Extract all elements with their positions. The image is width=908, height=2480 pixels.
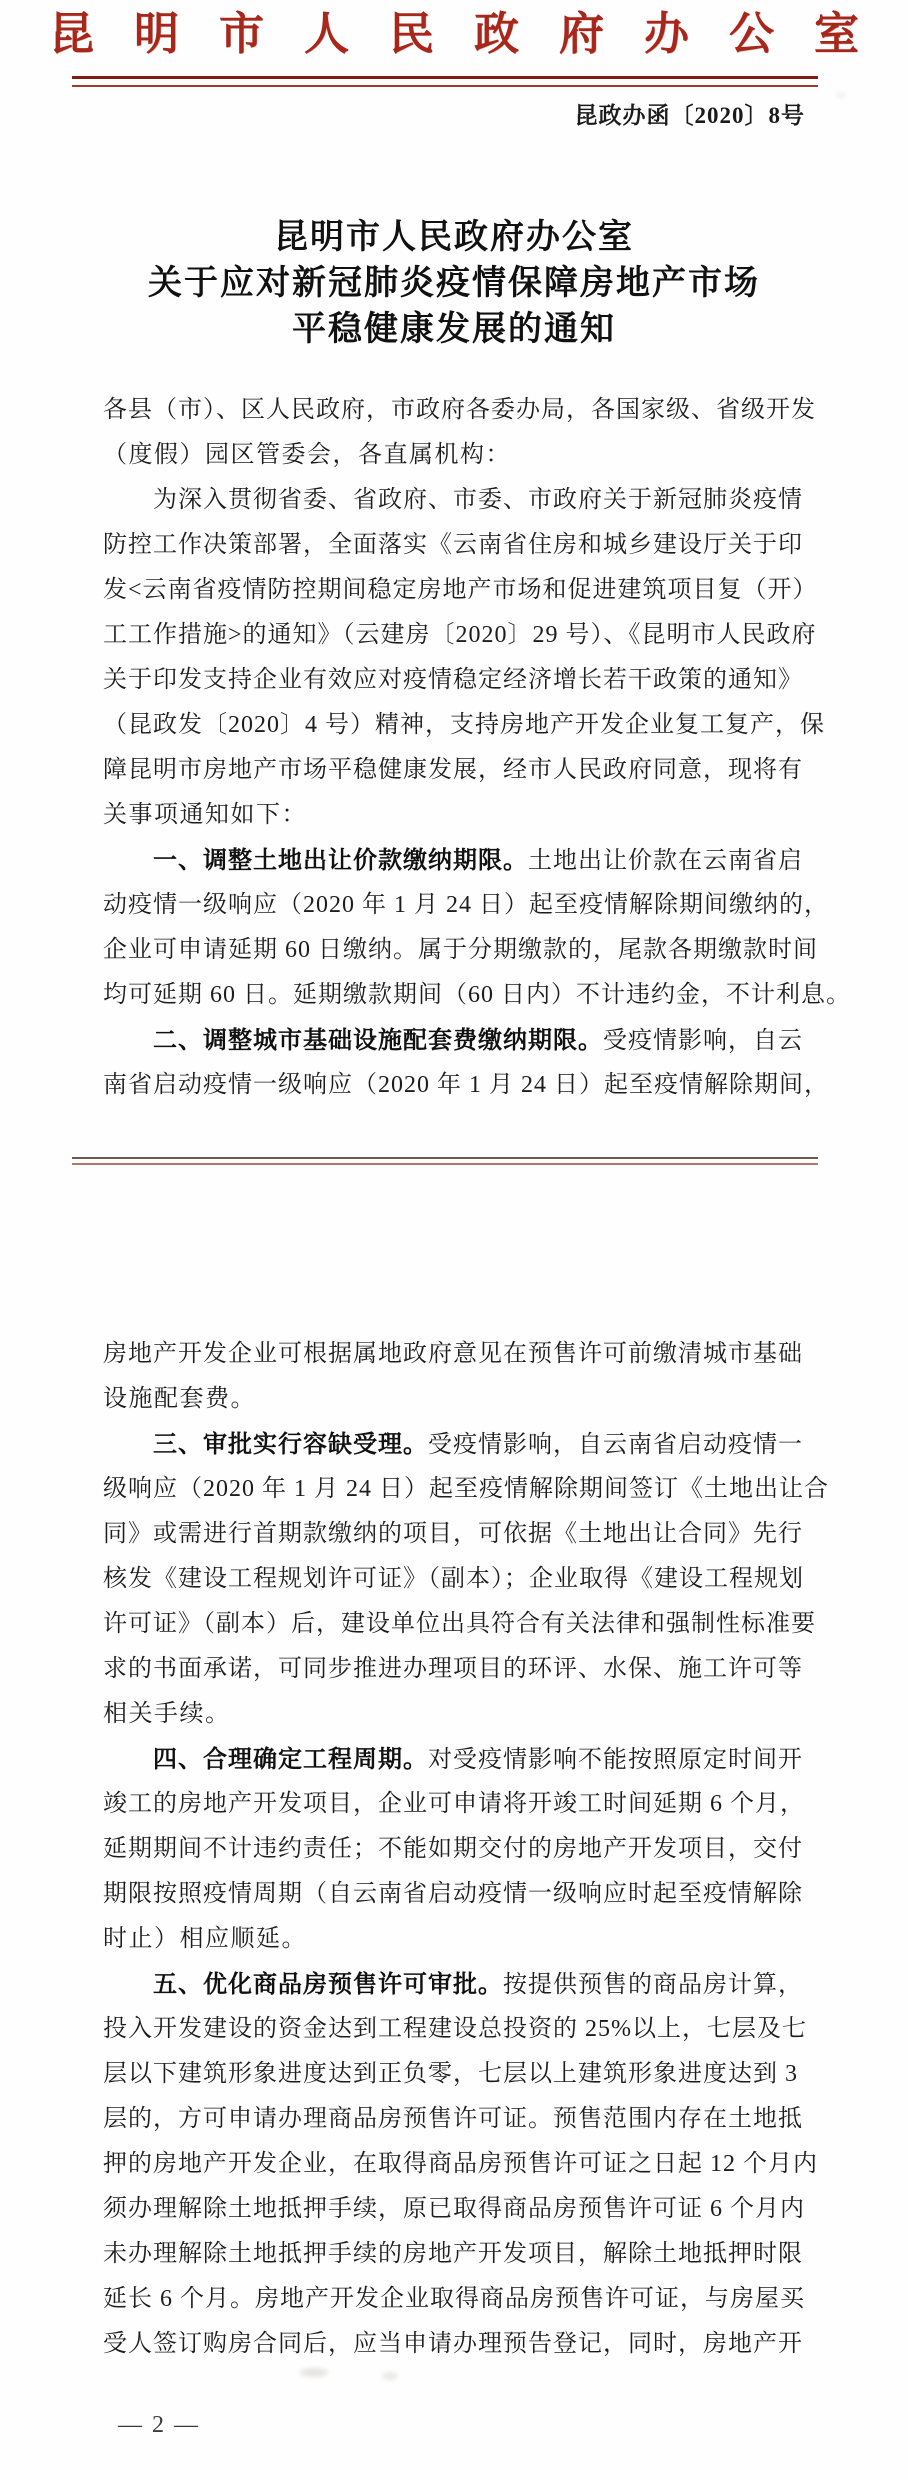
page-break-double-rule — [72, 1157, 818, 1165]
text-line — [103, 1827, 803, 1872]
text-line — [103, 1467, 829, 1512]
document-number: 昆政办函〔2020〕8号 — [574, 103, 805, 128]
text-line — [103, 1917, 791, 1962]
text-line — [103, 1557, 804, 1602]
line-text: 延长 6 个月。房地产开发企业取得商品房预售许可证，与房屋买 — [103, 2286, 805, 2312]
text-line — [103, 2007, 807, 2052]
title-line-3: 平稳健康发展的通知 — [292, 311, 616, 348]
document-title — [0, 215, 908, 353]
text-line — [103, 1962, 803, 2007]
text-line — [103, 2322, 803, 2367]
section-heading: 一、调整土地出让价款缴纳期限。 — [153, 847, 528, 874]
body-page-2 — [103, 1332, 829, 2367]
line-text: 设施配套费。 — [103, 1386, 256, 1412]
line-text: 受疫情影响，自云南省启动疫情一 — [428, 1432, 803, 1458]
line-text: 为深入贯彻省委、省政府、市委、市政府关于新冠肺炎疫情 — [153, 487, 803, 513]
line-text: （昆政发〔2020〕4 号）精神，支持房地产开发企业复工复产，保 — [103, 712, 825, 738]
text-line — [103, 523, 803, 568]
line-text: 核发《建设工程规划许可证》（副本）；企业取得《建设工程规划 — [103, 1566, 804, 1592]
line-text: 各县（市）、区人民政府，市政府各委办局，各国家级、省级开发 — [103, 397, 816, 423]
text-line — [103, 928, 818, 973]
section-heading: 二、调整城市基础设施配套费缴纳期限。 — [153, 1027, 603, 1054]
text-line — [103, 568, 818, 613]
scan-smudge — [382, 2372, 398, 2380]
line-text: 企业可申请延期 60 日缴纳。属于分期缴款的，尾款各期缴款时间 — [103, 937, 818, 963]
text-line — [103, 1422, 803, 1467]
section-heading: 五、优化商品房预售许可审批。 — [153, 1971, 503, 1998]
text-line — [103, 1692, 791, 1737]
text-line — [103, 748, 803, 793]
line-text: 关事项通知如下： — [103, 802, 307, 828]
line-text: 防控工作决策部署，全面落实《云南省住房和城乡建设厅关于印 — [103, 532, 803, 558]
text-line — [103, 2187, 805, 2232]
text-line — [103, 883, 829, 928]
text-line — [103, 1018, 803, 1063]
line-text: 押的房地产开发企业，在取得商品房预售许可证之日起 12 个月内 — [103, 2151, 818, 2177]
line-text: 须办理解除土地抵押手续，原已取得商品房预售许可证 6 个月内 — [103, 2196, 805, 2222]
line-text: 工工作措施>的通知》（云建房〔2020〕29 号）、《昆明市人民政府 — [103, 622, 817, 648]
text-line — [103, 2232, 803, 2277]
text-line — [103, 1737, 803, 1782]
text-line — [103, 1063, 829, 1108]
line-text: 相关手续。 — [103, 1701, 231, 1727]
line-text: 求的书面承诺，可同步推进办理项目的环评、水保、施工许可等 — [103, 1656, 803, 1682]
line-text: 受疫情影响，自云 — [603, 1028, 803, 1054]
text-line — [103, 2097, 803, 2142]
text-line — [103, 703, 825, 748]
page-number: — 2 — — [118, 2412, 200, 2438]
text-line — [103, 2142, 818, 2187]
text-line — [103, 1512, 803, 1557]
line-text: 对受疫情影响不能按照原定时间开 — [428, 1747, 803, 1773]
line-text: 房地产开发企业可根据属地政府意见在预售许可前缴清城市基础 — [103, 1341, 803, 1367]
line-text: （度假）园区管委会，各直属机构： — [103, 442, 511, 468]
line-text: 同》或需进行首期款缴纳的项目，可依据《土地出让合同》先行 — [103, 1521, 803, 1547]
line-text: 层的，方可申请办理商品房预售许可证。预售范围内存在土地抵 — [103, 2106, 803, 2132]
text-line — [103, 433, 791, 478]
scan-smudge — [836, 92, 846, 98]
text-line — [103, 973, 851, 1018]
line-text: 延期期间不计违约责任；不能如期交付的房地产开发项目，交付 — [103, 1836, 803, 1862]
text-line — [103, 1782, 805, 1827]
line-text: 级响应（2020 年 1 月 24 日）起至疫情解除期间签订《土地出让合 — [103, 1476, 829, 1502]
line-text: 投入开发建设的资金达到工程建设总投资的 25%以上，七层及七 — [103, 2016, 807, 2042]
text-line — [103, 2052, 798, 2097]
line-text: 关于印发支持企业有效应对疫情稳定经济增长若干政策的通知》 — [103, 667, 803, 693]
title-line-1: 昆明市人民政府办公室 — [274, 219, 634, 256]
text-line — [103, 1647, 803, 1692]
text-line — [103, 388, 816, 433]
line-text: 层以下建筑形象进度达到正负零，七层以上建筑形象进度达到 3 — [103, 2061, 798, 2087]
line-text: 未办理解除土地抵押手续的房地产开发项目，解除土地抵押时限 — [103, 2241, 803, 2267]
line-text: 障昆明市房地产市场平稳健康发展，经市人民政府同意，现将有 — [103, 757, 803, 783]
section-heading: 四、合理确定工程周期。 — [153, 1746, 428, 1773]
text-line — [103, 793, 791, 838]
line-text: 许可证》（副本）后，建设单位出具符合有关法律和强制性标准要 — [103, 1611, 816, 1637]
line-text: 按提供预售的商品房计算， — [503, 1972, 803, 1998]
text-line — [103, 613, 817, 658]
text-line — [103, 478, 803, 523]
text-line — [103, 1332, 803, 1377]
text-line — [103, 1602, 816, 1647]
text-line — [103, 1377, 791, 1422]
line-text: 发<云南省疫情防控期间稳定房地产市场和促进建筑项目复（开） — [103, 577, 818, 603]
line-text: 南省启动疫情一级响应（2020 年 1 月 24 日）起至疫情解除期间， — [103, 1072, 829, 1098]
line-text: 时止）相应顺延。 — [103, 1926, 307, 1952]
line-text: 土地出让价款在云南省启 — [528, 848, 803, 874]
text-line — [103, 2277, 805, 2322]
text-line — [103, 838, 803, 883]
letterhead-double-rule — [72, 76, 818, 87]
section-heading: 三、审批实行容缺受理。 — [153, 1431, 428, 1458]
scan-smudge — [300, 2368, 328, 2377]
title-line-2: 关于应对新冠肺炎疫情保障房地产市场 — [148, 265, 760, 302]
body-page-1 — [103, 388, 851, 1108]
letterhead-agency-name: 昆明市人民政府办公室 — [48, 9, 899, 59]
line-text: 期限按照疫情周期（自云南省启动疫情一级响应时起至疫情解除 — [103, 1881, 803, 1907]
text-line — [103, 658, 803, 703]
line-text: 均可延期 60 日。延期缴款期间（60 日内）不计违约金，不计利息。 — [103, 982, 851, 1008]
text-line — [103, 1872, 803, 1917]
line-text: 受人签订购房合同后，应当申请办理预告登记，同时，房地产开 — [103, 2331, 803, 2357]
line-text: 动疫情一级响应（2020 年 1 月 24 日）起至疫情解除期间缴纳的， — [103, 892, 829, 918]
line-text: 竣工的房地产开发项目，企业可申请将开竣工时间延期 6 个月， — [103, 1791, 805, 1817]
